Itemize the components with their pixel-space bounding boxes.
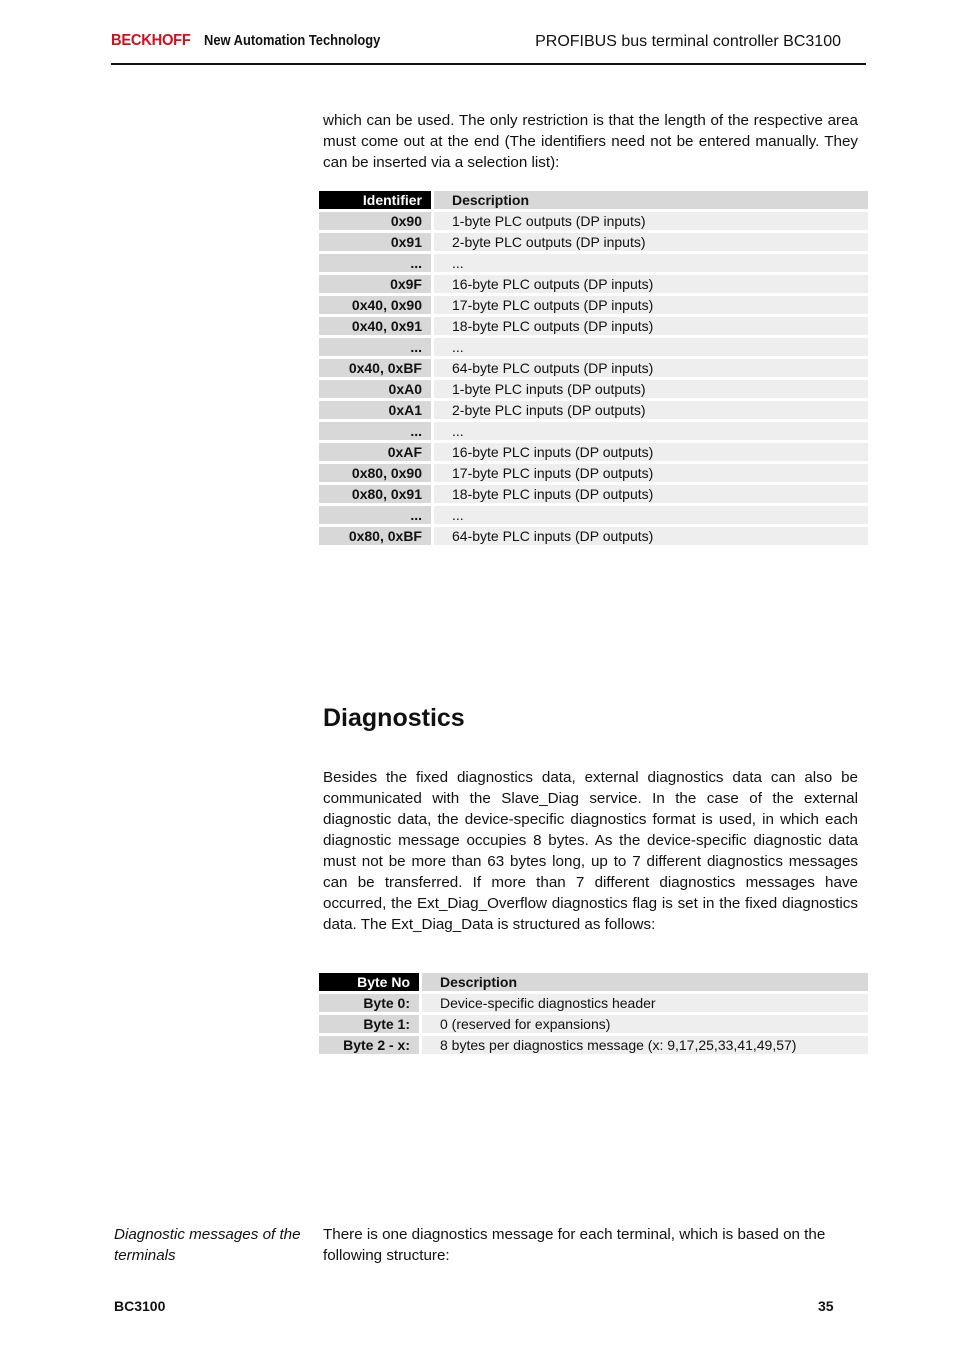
cell-identifier: 0x80, 0x91 xyxy=(319,485,431,503)
cell-description: 18-byte PLC outputs (DP inputs) xyxy=(431,317,868,335)
page-header xyxy=(111,30,866,65)
cell-description: ... xyxy=(431,338,868,356)
table-row xyxy=(319,212,868,230)
byte-table xyxy=(319,970,868,1057)
cell-description: ... xyxy=(431,506,868,524)
cell-identifier: 0x40, 0x90 xyxy=(319,296,431,314)
cell-description: 16-byte PLC inputs (DP outputs) xyxy=(431,443,868,461)
header-document-title: PROFIBUS bus terminal controller BC3100 xyxy=(535,33,841,50)
cell-description: 18-byte PLC inputs (DP outputs) xyxy=(431,485,868,503)
cell-description: 16-byte PLC outputs (DP inputs) xyxy=(431,275,868,293)
header-description: Description xyxy=(431,191,868,209)
cell-identifier: 0x9F xyxy=(319,275,431,293)
cell-identifier: Byte 1: xyxy=(319,1015,419,1033)
cell-identifier: 0x40, 0x91 xyxy=(319,317,431,335)
cell-identifier: 0x90 xyxy=(319,212,431,230)
cell-description: 64-byte PLC outputs (DP inputs) xyxy=(431,359,868,377)
table-row xyxy=(319,254,868,272)
header-identifier: Identifier xyxy=(319,191,431,209)
section-title-diagnostics: Diagnostics xyxy=(323,704,465,732)
table-row xyxy=(319,422,868,440)
table-row xyxy=(319,506,868,524)
cell-identifier: Byte 2 - x: xyxy=(319,1036,419,1054)
cell-identifier: 0x80, 0xBF xyxy=(319,527,431,545)
footer-product: BC3100 xyxy=(114,1298,166,1314)
table-row xyxy=(319,464,868,482)
cell-description: 8 bytes per diagnostics message (x: 9,17,25,33,41,49,57) xyxy=(419,1036,868,1054)
table-row xyxy=(319,401,868,419)
identifier-table xyxy=(319,188,868,548)
table-header-row xyxy=(319,973,868,991)
table-row xyxy=(319,233,868,251)
cell-description: ... xyxy=(431,422,868,440)
header-description: Description xyxy=(419,973,868,991)
cell-description: 17-byte PLC inputs (DP outputs) xyxy=(431,464,868,482)
table-header-row xyxy=(319,191,868,209)
cell-identifier: 0x91 xyxy=(319,233,431,251)
cell-identifier: ... xyxy=(319,338,431,356)
table-row xyxy=(319,527,868,545)
cell-identifier: 0xA1 xyxy=(319,401,431,419)
table-row xyxy=(319,317,868,335)
cell-description: 0 (reserved for expansions) xyxy=(419,1015,868,1033)
intro-paragraph: which can be used. The only restriction is that the length of the respective area must come out at the end (The identifiers need not be entered manually. They can be inserted via a selection list): xyxy=(323,112,858,171)
cell-description: 64-byte PLC inputs (DP outputs) xyxy=(431,527,868,545)
table-row xyxy=(319,994,868,1012)
cell-description: ... xyxy=(431,254,868,272)
table-row xyxy=(319,296,868,314)
cell-identifier: 0xAF xyxy=(319,443,431,461)
cell-identifier: 0xA0 xyxy=(319,380,431,398)
diagnostics-paragraph: Besides the fixed diagnostics data, external diagnostics data can also be communicated with the Slave_Diag service. In the case of the external diagnostic data, the device-specific diagnostics format is used, in which each diagnostic message occupies 8 bytes. As the device-specific diagnostic data must not be more than 63 bytes long, up to 7 different diagnostics messages can be transferred. If more than 7 different diagnostics messages have occurred, the Ext_Diag_Overflow diagnostics flag is set in the fixed diagnostics data. The Ext_Diag_Data is structured as follows: xyxy=(323,769,858,933)
table-row xyxy=(319,1036,868,1054)
cell-identifier: 0x40, 0xBF xyxy=(319,359,431,377)
cell-description: 1-byte PLC outputs (DP inputs) xyxy=(431,212,868,230)
table-row xyxy=(319,380,868,398)
cell-description: 17-byte PLC outputs (DP inputs) xyxy=(431,296,868,314)
cell-description: 2-byte PLC outputs (DP inputs) xyxy=(431,233,868,251)
table-row xyxy=(319,443,868,461)
logo-brand: BECKHOFF xyxy=(111,32,191,49)
cell-identifier: 0x80, 0x90 xyxy=(319,464,431,482)
cell-identifier: Byte 0: xyxy=(319,994,419,1012)
cell-description: Device-specific diagnostics header xyxy=(419,994,868,1012)
header-byte-no: Byte No xyxy=(319,973,419,991)
cell-identifier: ... xyxy=(319,254,431,272)
table-row xyxy=(319,485,868,503)
logo-tagline: New Automation Technology xyxy=(203,32,381,49)
cell-identifier: ... xyxy=(319,506,431,524)
cell-description: 1-byte PLC inputs (DP outputs) xyxy=(431,380,868,398)
table-row xyxy=(319,338,868,356)
cell-description: 2-byte PLC inputs (DP outputs) xyxy=(431,401,868,419)
footer-page-number: 35 xyxy=(818,1298,834,1314)
beckhoff-logo xyxy=(111,32,409,50)
side-label-diagnostic-messages: Diagnostic messages of the terminals xyxy=(114,1226,301,1264)
table-row xyxy=(319,1015,868,1033)
table-row xyxy=(319,359,868,377)
table-row xyxy=(319,275,868,293)
terminal-messages-paragraph: There is one diagnostics message for each terminal, which is based on the following structure: xyxy=(323,1226,826,1264)
cell-identifier: ... xyxy=(319,422,431,440)
